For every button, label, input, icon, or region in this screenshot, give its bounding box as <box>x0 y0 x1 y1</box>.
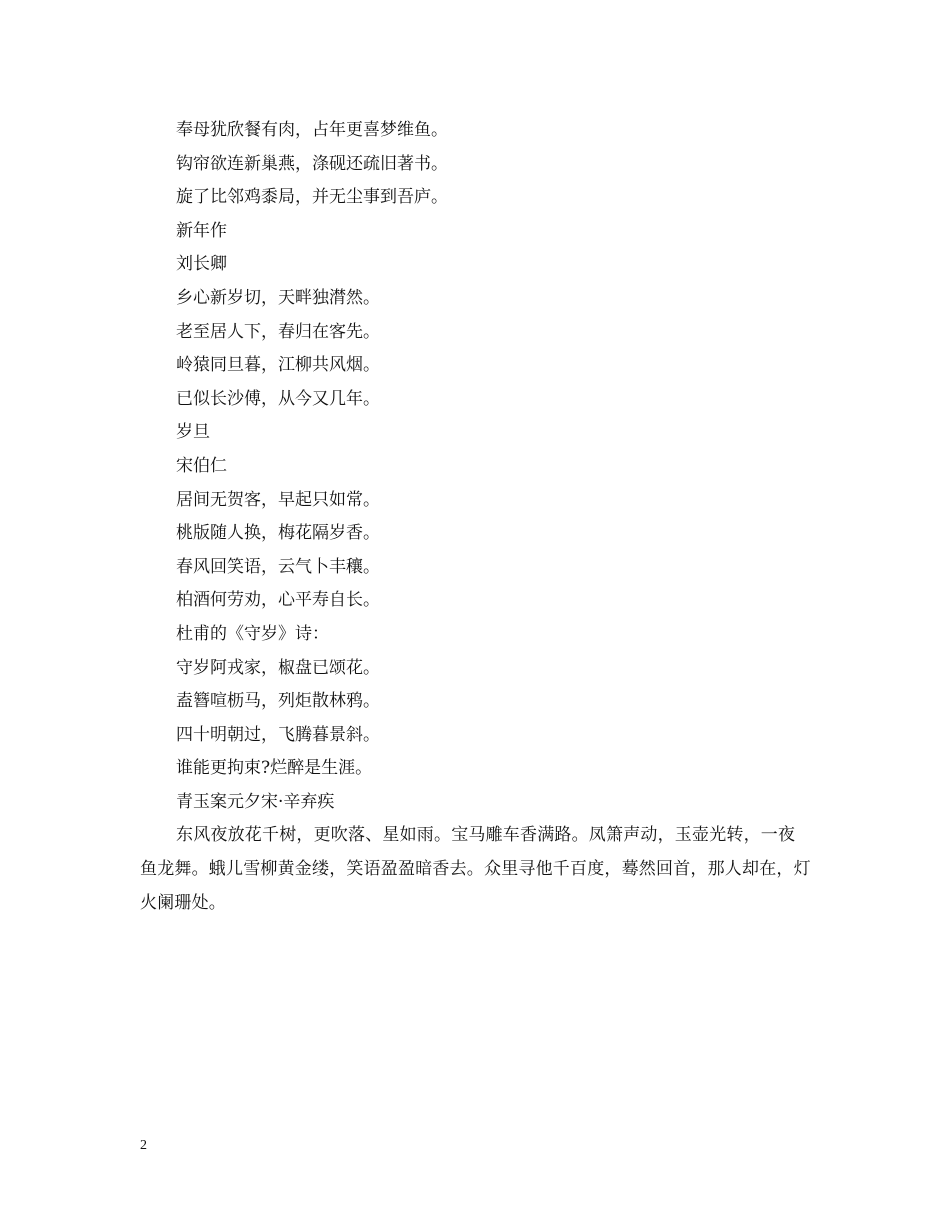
text-line: 钩帘欲连新巢燕，涤砚还疏旧著书。 <box>176 153 448 174</box>
text-line: 旋了比邻鸡黍局，并无尘事到吾庐。 <box>176 187 448 208</box>
poem-author: 宋伯仁 <box>176 455 227 476</box>
text-line: 居间无贺客，早起只如常。 <box>176 489 380 510</box>
page-number: 2 <box>140 1138 147 1153</box>
poem-title: 新年作 <box>176 220 227 241</box>
text-line: 谁能更拘束?烂醉是生涯。 <box>176 758 373 779</box>
text-line: 柏酒何劳劝，心平寿自长。 <box>176 590 380 611</box>
text-line: 老至居人下，春归在客先。 <box>176 321 380 342</box>
text-line: 守岁阿戎家，椒盘已颂花。 <box>176 657 380 678</box>
text-line: 盍簪喧枥马，列炬散林鸦。 <box>176 691 380 712</box>
document-body <box>140 114 820 920</box>
text-line: 四十明朝过，飞腾暮景斜。 <box>176 724 380 745</box>
poem-paragraph: 东风夜放花千树，更吹落、星如雨。宝马雕车香满路。凤箫声动，玉壶光转，一夜鱼龙舞。蛾儿雪柳黄金缕，笑语盈盈暗香去。众里寻他千百度，蓦然回首，那人却在，灯火阑珊处。 <box>140 825 811 913</box>
text-line: 乡心新岁切，天畔独潸然。 <box>176 287 380 308</box>
text-line: 岭猿同旦暮，江柳共风烟。 <box>176 355 380 376</box>
text-line: 桃版随人换，梅花隔岁香。 <box>176 523 380 544</box>
poem-intro: 杜甫的《守岁》诗： <box>176 623 329 644</box>
poem-title: 岁旦 <box>176 422 210 443</box>
text-line: 已似长沙傅，从今又几年。 <box>176 388 380 409</box>
poem-title: 青玉案元夕宋·辛弃疾 <box>176 791 335 812</box>
text-line: 奉母犹欣餐有肉，占年更喜梦维鱼。 <box>176 120 448 140</box>
text-line: 春风回笑语，云气卜丰穰。 <box>176 556 380 577</box>
poem-author: 刘长卿 <box>176 254 227 275</box>
